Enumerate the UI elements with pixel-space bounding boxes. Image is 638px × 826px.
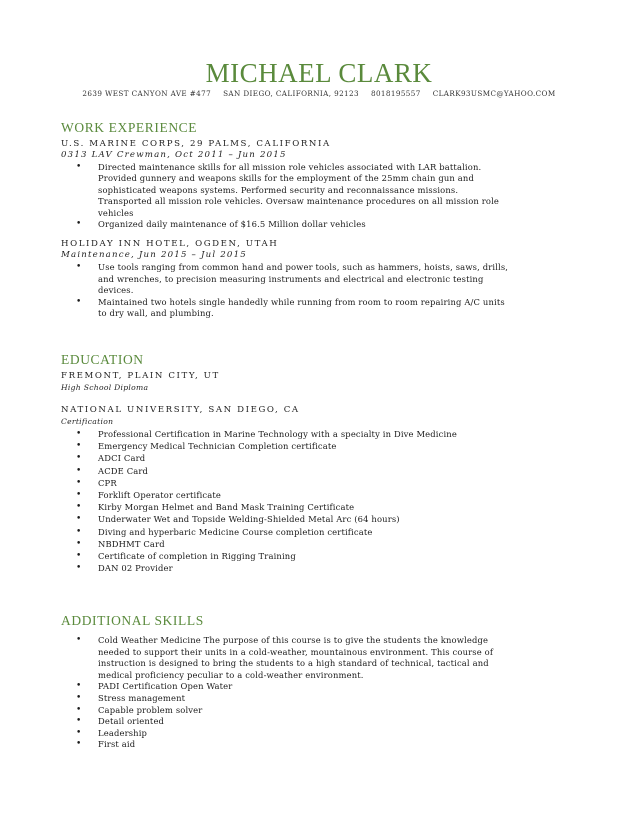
list-item: • PADI Certification Open Water bbox=[61, 681, 581, 693]
contact-line bbox=[0, 89, 638, 98]
list-item: • Diving and hyperbaric Medicine Course completion certificate bbox=[61, 526, 581, 538]
school-org: NATIONAL UNIVERSITY, SAN DIEGO, CA bbox=[61, 405, 300, 415]
resume-header bbox=[0, 58, 638, 98]
job-role: Maintenance, Jun 2015 – Jul 2015 bbox=[61, 250, 247, 261]
school-entry bbox=[61, 404, 581, 574]
job-org: HOLIDAY INN HOTEL, OGDEN, UTAH bbox=[61, 239, 279, 250]
list-item: • Directed maintenance skills for all mission role vehicles associated with LAR battalion. Provided gunnery and weapons skills for the employment of the 25mm chain gun and sophisticated weapons systems. Performed security and reconnaissance missions. Transported all mission role vehicles. Oversaw maintenance procedures on all mission role vehicles bbox=[61, 162, 581, 219]
job-entry bbox=[61, 238, 581, 319]
list-item: • Kirby Morgan Helmet and Band Mask Training Certificate bbox=[61, 501, 581, 513]
section-title-education: EDUCATION bbox=[61, 352, 144, 367]
cert-list bbox=[61, 428, 581, 574]
email: CLARK93USMC@YAHOO.COM bbox=[432, 89, 556, 98]
education-section bbox=[61, 352, 581, 574]
list-item: • CPR bbox=[61, 477, 581, 489]
school-entry bbox=[61, 370, 581, 393]
section-title-work: WORK EXPERIENCE bbox=[61, 120, 198, 135]
list-item: • Leadership bbox=[61, 728, 581, 740]
school-degree: Certification bbox=[61, 417, 114, 426]
section-title-skills: ADDITIONAL SKILLS bbox=[61, 613, 204, 628]
address: 2639 WEST CANYON AVE #477 bbox=[82, 89, 212, 98]
additional-skills-section bbox=[61, 613, 581, 751]
list-item: • Forklift Operator certificate bbox=[61, 489, 581, 501]
job-role: 0313 LAV Crewman, Oct 2011 – Jun 2015 bbox=[61, 150, 287, 160]
list-item: • ACDE Card bbox=[61, 465, 581, 477]
list-item: • ADCI Card bbox=[61, 452, 581, 464]
school-org: FREMONT, PLAIN CITY, UT bbox=[61, 371, 220, 381]
list-item: • Emergency Medical Technician Completion certificate bbox=[61, 440, 581, 452]
list-item: • Capable problem solver bbox=[61, 705, 581, 717]
list-item: • Detail oriented bbox=[61, 716, 581, 728]
list-item: • Cold Weather Medicine The purpose of this course is to give the students the knowledge needed to support their units in a cold-weather, mountainous environment. This course of instruction is designed to bring the students to a high standard of technical, tactical and medical proficiency peculiar to a cold-weather environment. bbox=[61, 635, 581, 681]
list-item: • DAN 02 Provider bbox=[61, 562, 581, 574]
list-item: • Underwater Wet and Topside Welding-Shielded Metal Arc (64 hours) bbox=[61, 513, 581, 525]
list-item: • Organized daily maintenance of $16.5 Million dollar vehicles bbox=[61, 219, 581, 230]
school-degree: High School Diploma bbox=[61, 383, 149, 392]
job-bullets bbox=[61, 262, 581, 319]
phone: 8018195557 bbox=[370, 89, 421, 98]
list-item: • Maintained two hotels single handedly while running from room to room repairing A/C units to dry wall, and plumbing. bbox=[61, 297, 581, 320]
list-item: • NBDHMT Card bbox=[61, 538, 581, 550]
list-item: • First aid bbox=[61, 739, 581, 751]
list-item: • Use tools ranging from common hand and power tools, such as hammers, hoists, saws, drills, and wrenches, to precision measuring instruments and electrical and electronic testing devices. bbox=[61, 262, 581, 296]
city: SAN DIEGO, CALIFORNIA, 92123 bbox=[223, 89, 359, 98]
list-item: • Professional Certification in Marine Technology with a specialty in Dive Medicine bbox=[61, 428, 581, 440]
job-entry bbox=[61, 138, 581, 230]
job-bullets bbox=[61, 162, 581, 230]
job-org: U.S. MARINE CORPS, 29 PALMS, CALIFORNIA bbox=[61, 139, 331, 149]
skills-list bbox=[61, 635, 581, 751]
list-item: • Stress management bbox=[61, 693, 581, 705]
work-experience-section bbox=[61, 120, 581, 319]
list-item: • Certificate of completion in Rigging Training bbox=[61, 550, 581, 562]
candidate-name: MICHAEL CLARK bbox=[205, 58, 433, 88]
